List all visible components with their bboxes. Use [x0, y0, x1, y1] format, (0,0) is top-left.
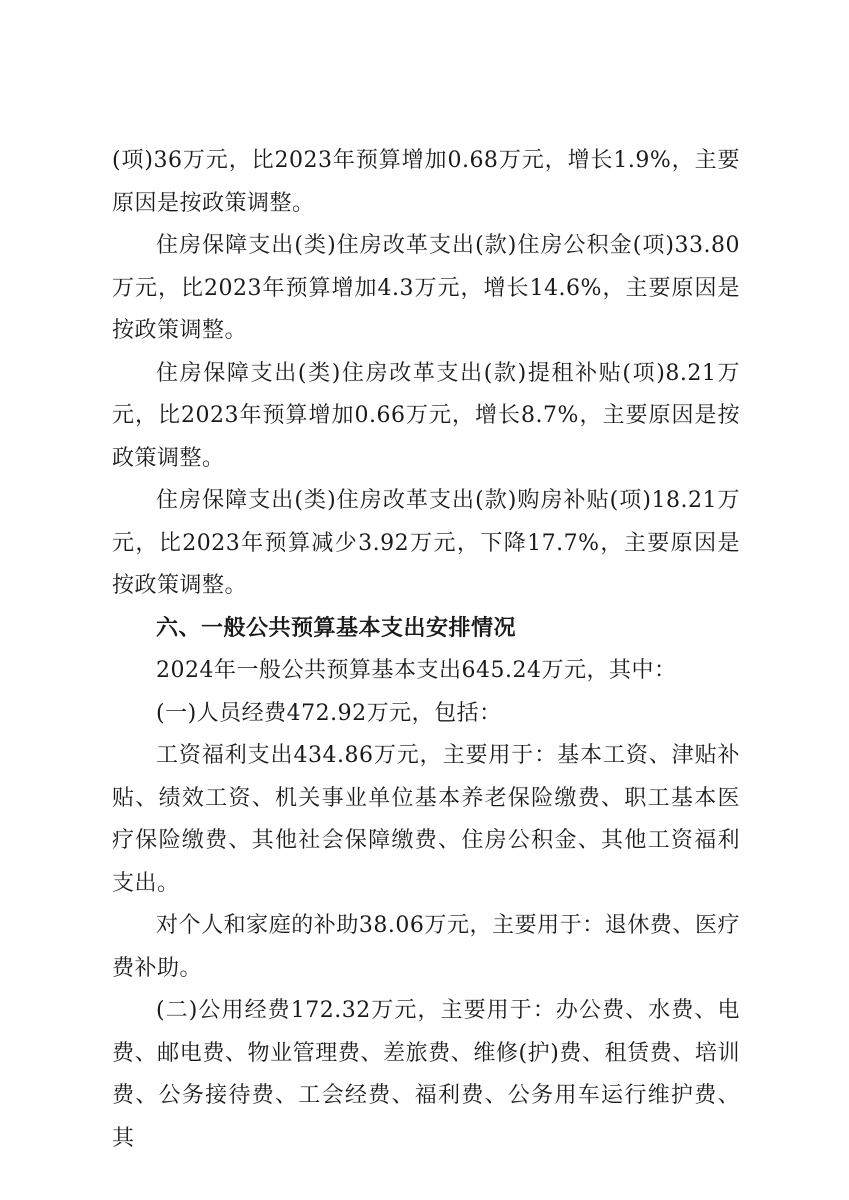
- paragraph-personnel-expenses: (一)人员经费472.92万元，包括：: [156, 700, 502, 726]
- paragraph-household-subsidy: 对个人和家庭的补助38.06万元，主要用于：退休费、医疗费补助。: [112, 913, 740, 981]
- paragraph-housing-provident-fund: 住房保障支出(类)住房改革支出(款)住房公积金(项)33.80万元，比2023年预算增加4.3万元，增长14.6%，主要原因是按政策调整。: [112, 233, 740, 343]
- paragraph-salary-welfare: 工资福利支出434.86万元，主要用于：基本工资、津贴补贴、绩效工资、机关事业单位基本养老保险缴费、职工基本医疗保险缴费、其他社会保障缴费、住房公积金、其他工资福利支出。: [112, 743, 740, 896]
- paragraph-basic-expenditure-total: 2024年一般公共预算基本支出645.24万元，其中：: [156, 658, 677, 683]
- paragraph-housing-rent-subsidy: 住房保障支出(类)住房改革支出(款)提租补贴(项)8.21万元，比2023年预算增加0.66万元，增长8.7%，主要原因是按政策调整。: [112, 360, 740, 471]
- paragraph-housing-continued: (项)36万元，比2023年预算增加0.68万元，增长1.9%，主要原因是按政策调整。: [112, 148, 740, 216]
- section-heading-basic-expenditure: 六、一般公共预算基本支出安排情况: [156, 615, 517, 641]
- paragraph-public-expenses: (二)公用经费172.32万元，主要用于：办公费、水费、电费、邮电费、物业管理费、差旅费、维修(护)费、租赁费、培训费、公务接待费、工会经费、福利费、公务用车运行维护费、其: [112, 998, 740, 1151]
- paragraph-housing-purchase-subsidy: 住房保障支出(类)住房改革支出(款)购房补贴(项)18.21万元，比2023年预算减少3.92万元，下降17.7%，主要原因是按政策调整。: [112, 488, 740, 598]
- document-body: [112, 140, 740, 1160]
